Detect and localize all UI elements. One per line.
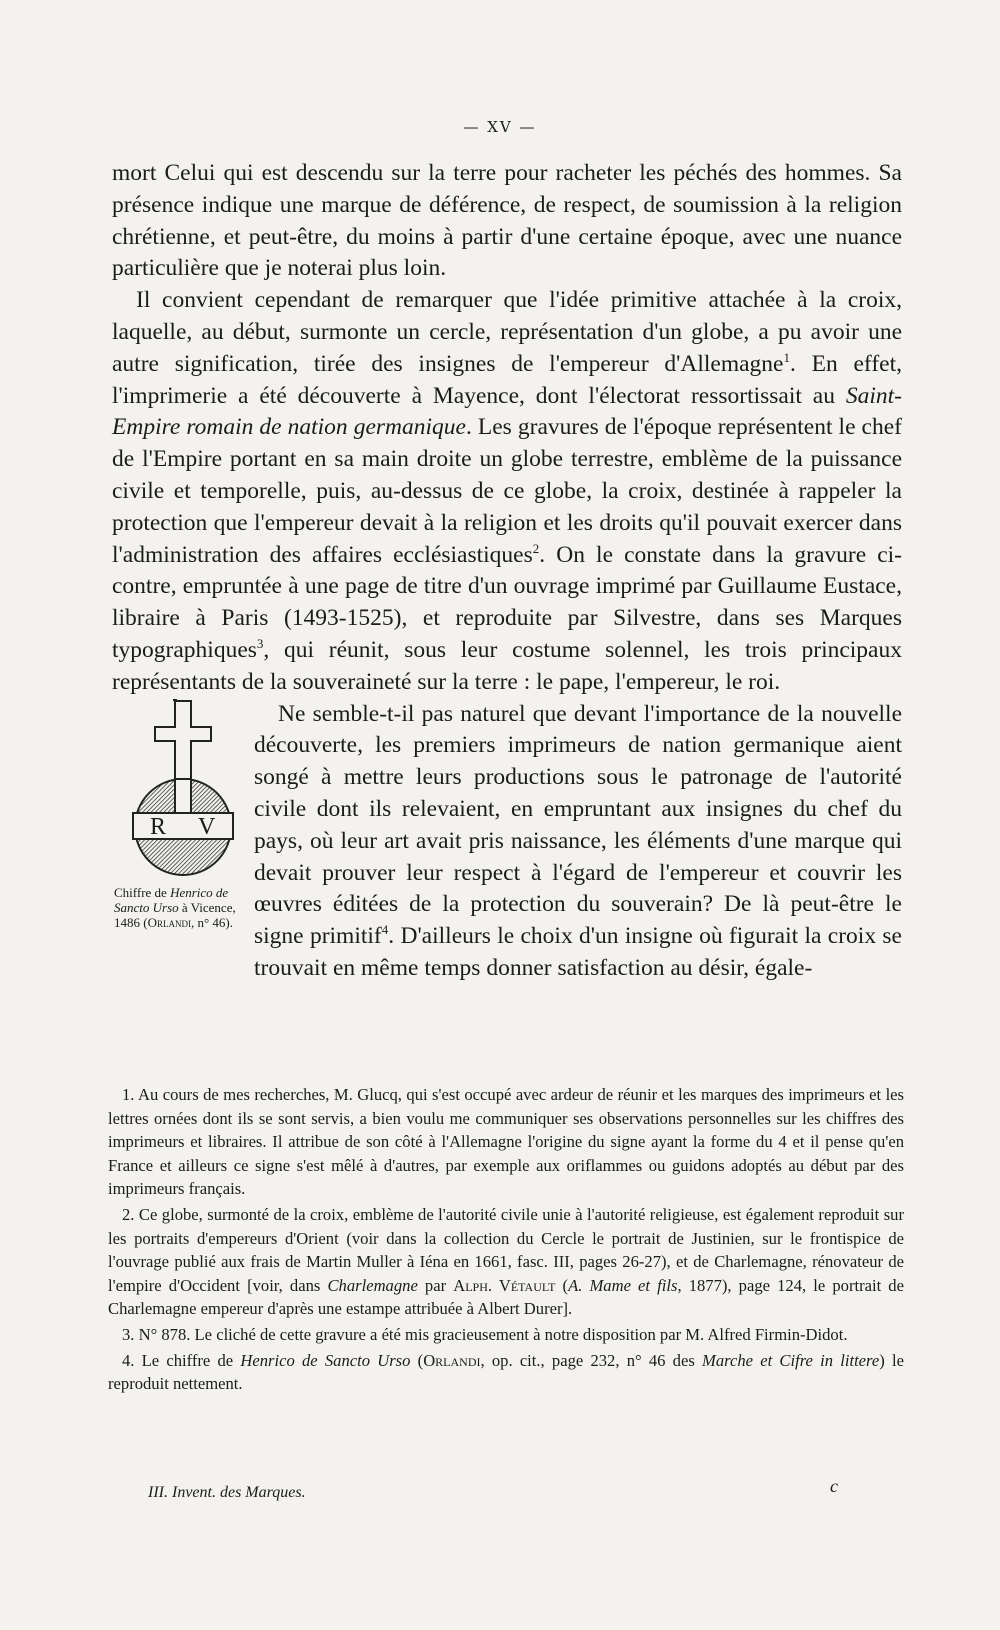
footnote-1: 1. Au cours de mes recherches, M. Glucq, qui s'est occupé avec ardeur de réunir et les marques des imprimeurs et les lettres ornées dont ils se sont servis, a bien voulu me communiquer ses observations personnelles sur les chiffres des imprimeurs et libraires. Il attribue de son côté à l'Allemagne l'origine du signe ayant la forme du 4 et il pense qu'en France et ailleurs ce signe s'est mêlé à d'autres, par exemple aux oriflammes ou guidons adoptés au début par des imprimeurs français. xyxy=(108,1085,904,1199)
signature-letter: c xyxy=(830,1476,838,1496)
mark-letter-v: V xyxy=(198,813,216,840)
figure-caption: Chiffre de Henrico de Sancto Urso à Vicence, 1486 (Orlandi, n° 46). xyxy=(114,884,236,930)
footnote-ref-4: 4 xyxy=(381,922,389,938)
paragraph-3: Ne semble-t-il pas naturel que devant l'importance de la nouvelle découverte, les premiers imprimeurs de nation germanique aient songé à mettre leurs productions sous le patronage de l'autorité civile dont ils relevaient, en empruntant aux insignes du chef du pays, où leur art avait pris naissance, les éléments d'une marque qui devait prouver leur respect à l'égard de l'empereur et couvrir les œuvres éditées de la protection du souverain? De là peut-être le signe primitif$^4$. D'ailleurs le choix d'un insigne où figurait la croix se trouvait en même temps donner satisfaction au désir, égale- xyxy=(254,700,902,981)
signature-line: III. Invent. des Marques. xyxy=(148,1484,306,1501)
footnote-4: 4. Le chiffre de Henrico de Sancto Urso (Orlandi, op. cit., page 232, n° 46 des Marche et Cifre in littere) le reproduit nettement. xyxy=(108,1350,904,1394)
paragraph-1: mort Celui qui est descendu sur la terre pour racheter les péchés des hommes. Sa présence indique une marque de déférence, de respect, de soumission à la religion chrétienne, et peut-être, du moins à partir d'une certaine époque, avec une nuance particulière que je noterai plus loin. xyxy=(112,160,902,282)
page-number: — XV — xyxy=(463,118,537,136)
body-text xyxy=(112,158,902,985)
footnote-ref-3: 3 xyxy=(256,636,264,652)
footnote-ref-2: 2 xyxy=(532,540,540,556)
footnotes xyxy=(108,1083,904,1398)
orb-cross-mark-icon xyxy=(128,699,238,881)
footnote-ref-1: 1 xyxy=(783,349,790,365)
printer-mark-figure xyxy=(112,699,254,961)
footnote-2: 2. Ce globe, surmonté de la croix, emblème de l'autorité civile unie à l'autorité religieuse, est également reproduit sur les portraits d'empereurs d'Orient (voir dans la collection du Cercle le portrait de Justinien, sur le frontispice de l'ouvrage publié aux frais de Martin Muller à Iéna en 1661, fasc. III, pages 26-27), et de Charlemagne, rénovateur de l'empire d'Occident [voir, dans Charlemagne par Alph. Vétault (A. Mame et fils, 1877), page 124, le portrait de Charlemagne empereur d'après une estampe attribuée à Albert Durer]. xyxy=(108,1204,904,1319)
italic-empire: Saint-Empire romain de nation germanique xyxy=(112,382,902,441)
mark-letter-r: R xyxy=(150,813,167,840)
paragraph-2: Il convient cependant de remarquer que l'idée primitive attachée à la croix, laquelle, au début, surmonte un cercle, représentation d'un globe, a pu avoir une autre signification, tirée des insignes de l'empereur d'Allemagne$^1$. En effet, l'imprimerie a été découverte à Mayence, dont l'électorat ressortissait au Saint-Empire romain de nation germanique. Les gravures de l'époque représentent le chef de l'Empire portant en sa main droite un globe terrestre, emblème de la puissance civile et temporelle, puis, au-dessus de ce globe, la croix, destinée à rappeler la protection que l'empereur devait à la religion et les droits qu'il pouvait exercer dans l'administration des affaires ecclésiastiques$^2$. On le constate dans la gravure ci-contre, empruntée à une page de titre d'un ouvrage imprimé par Guillaume Eustace, libraire à Paris (1493-1525), et reproduite par Silvestre, dans ses Marques typographiques$^3$, qui réunit, sous leur costume solennel, les trois principaux représentants de la souveraineté sur la terre : le pape, l'empereur, le roi. xyxy=(112,287,902,695)
footnote-3: 3. N° 878. Le cliché de cette gravure a été mis gracieusement à notre disposition par M. Alfred Firmin-Didot. xyxy=(122,1324,848,1344)
